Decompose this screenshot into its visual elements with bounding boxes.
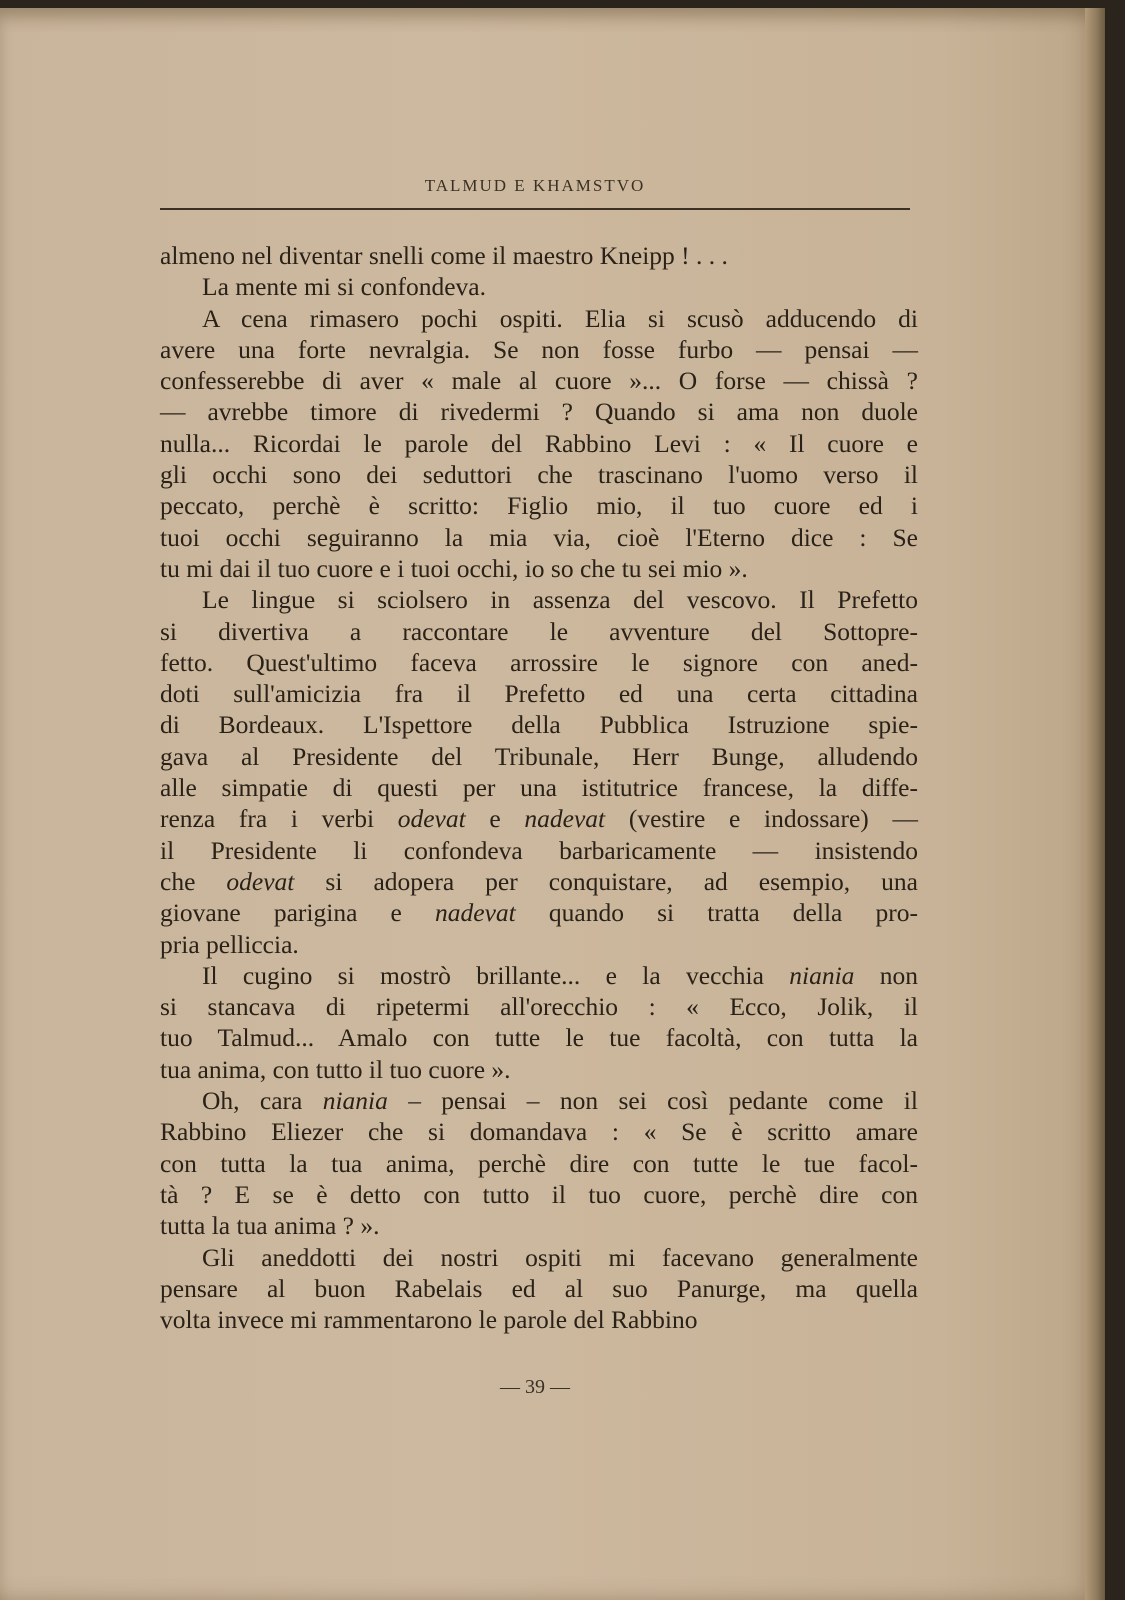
paragraph [160,1085,918,1241]
body-text [160,240,918,1335]
page-number: — 39 — [500,1376,570,1398]
paragraph [160,271,918,302]
text-line: con tutta la tua anima, perchè dire con tutte le tue facol- [160,1148,918,1178]
text-line: di Bordeaux. L'Ispettore della Pubblica Istruzione spie- [160,710,918,740]
text-line: gava al Presidente del Tribunale, Herr Bunge, alludendo [160,741,918,771]
text-line: nulla... Ricordai le parole del Rabbino Levi : « Il cuore e [160,428,918,458]
text-line: La mente mi si confondeva. [202,272,486,302]
text-line: tua anima, con tutto il tuo cuore ». [160,1054,511,1084]
text-line: pensare al buon Rabelais ed al suo Panurge, ma quella [160,1273,918,1303]
text-line: si divertiva a raccontare le avventure del Sottopre- [160,616,918,646]
text-line: tu mi dai il tuo cuore e i tuoi occhi, io so che tu sei mio ». [160,553,748,583]
paragraph [160,303,918,585]
text-line: Le lingue si sciolsero in assenza del vescovo. Il Prefetto [202,585,918,615]
text-line: Gli aneddotti dei nostri ospiti mi facevano generalmente [202,1242,918,1272]
text-line: tuoi occhi seguiranno la mia via, cioè l'Eterno dice : Se [160,522,918,552]
running-head: TALMUD E KHAMSTVO [424,176,646,195]
text-line: doti sull'amicizia fra il Prefetto ed una certa cittadina [160,679,918,709]
text-line: Oh, cara niania – pensai – non sei così pedante come il [202,1086,918,1116]
text-line: Il cugino si mostrò brillante... e la vecchia niania non [202,960,918,990]
page-spine-shadow [1085,8,1105,1600]
text-line: peccato, perchè è scritto: Figlio mio, il tuo cuore ed i [160,491,918,521]
text-line: A cena rimasero pochi ospiti. Elia si scusò adducendo di [202,303,918,333]
text-line: che odevat si adopera per conquistare, ad esempio, una [160,866,919,896]
text-line: confesserebbe di aver « male al cuore »... O forse — chissà ? [160,366,918,396]
text-line: tuo Talmud... Amalo con tutte le tue facoltà, con tutta la [160,1023,918,1053]
text-line: renza fra i verbi odevat e nadevat (vestire e indossare) — [160,804,918,834]
text-line: tà ? E se è detto con tutto il tuo cuore, perchè dire con [160,1179,918,1209]
paragraph [160,1242,918,1336]
text-line: gli occhi sono dei seduttori che trascinano l'uomo verso il [160,460,918,490]
paragraph [160,584,918,960]
header-rule [160,208,910,210]
text-line: almeno nel diventar snelli come il maestro Kneipp ! . . . [160,241,728,270]
text-line: — avrebbe timore di rivedermi ? Quando si ama non duole [160,397,918,427]
text-line: si stancava di ripetermi all'orecchio : « Ecco, Jolik, il [160,992,918,1022]
text-line: giovane parigina e nadevat quando si tratta della pro- [160,898,918,928]
book-page [0,8,1105,1600]
text-line: volta invece mi rammentarono le parole del Rabbino [160,1305,698,1335]
text-line: avere una forte nevralgia. Se non fosse furbo — pensai — [160,334,918,364]
text-line: pria pelliccia. [160,929,299,959]
paragraph [160,240,918,271]
text-line: fetto. Quest'ultimo faceva arrossire le signore con aned- [160,647,918,677]
paragraph [160,960,918,1085]
text-line: tutta la tua anima ? ». [160,1211,380,1241]
text-line: Rabbino Eliezer che si domandava : « Se è scritto amare [160,1117,918,1147]
text-line: il Presidente li confondeva barbaricamente — insistendo [160,835,918,865]
text-line: alle simpatie di questi per una istitutrice francese, la diffe- [160,773,918,803]
